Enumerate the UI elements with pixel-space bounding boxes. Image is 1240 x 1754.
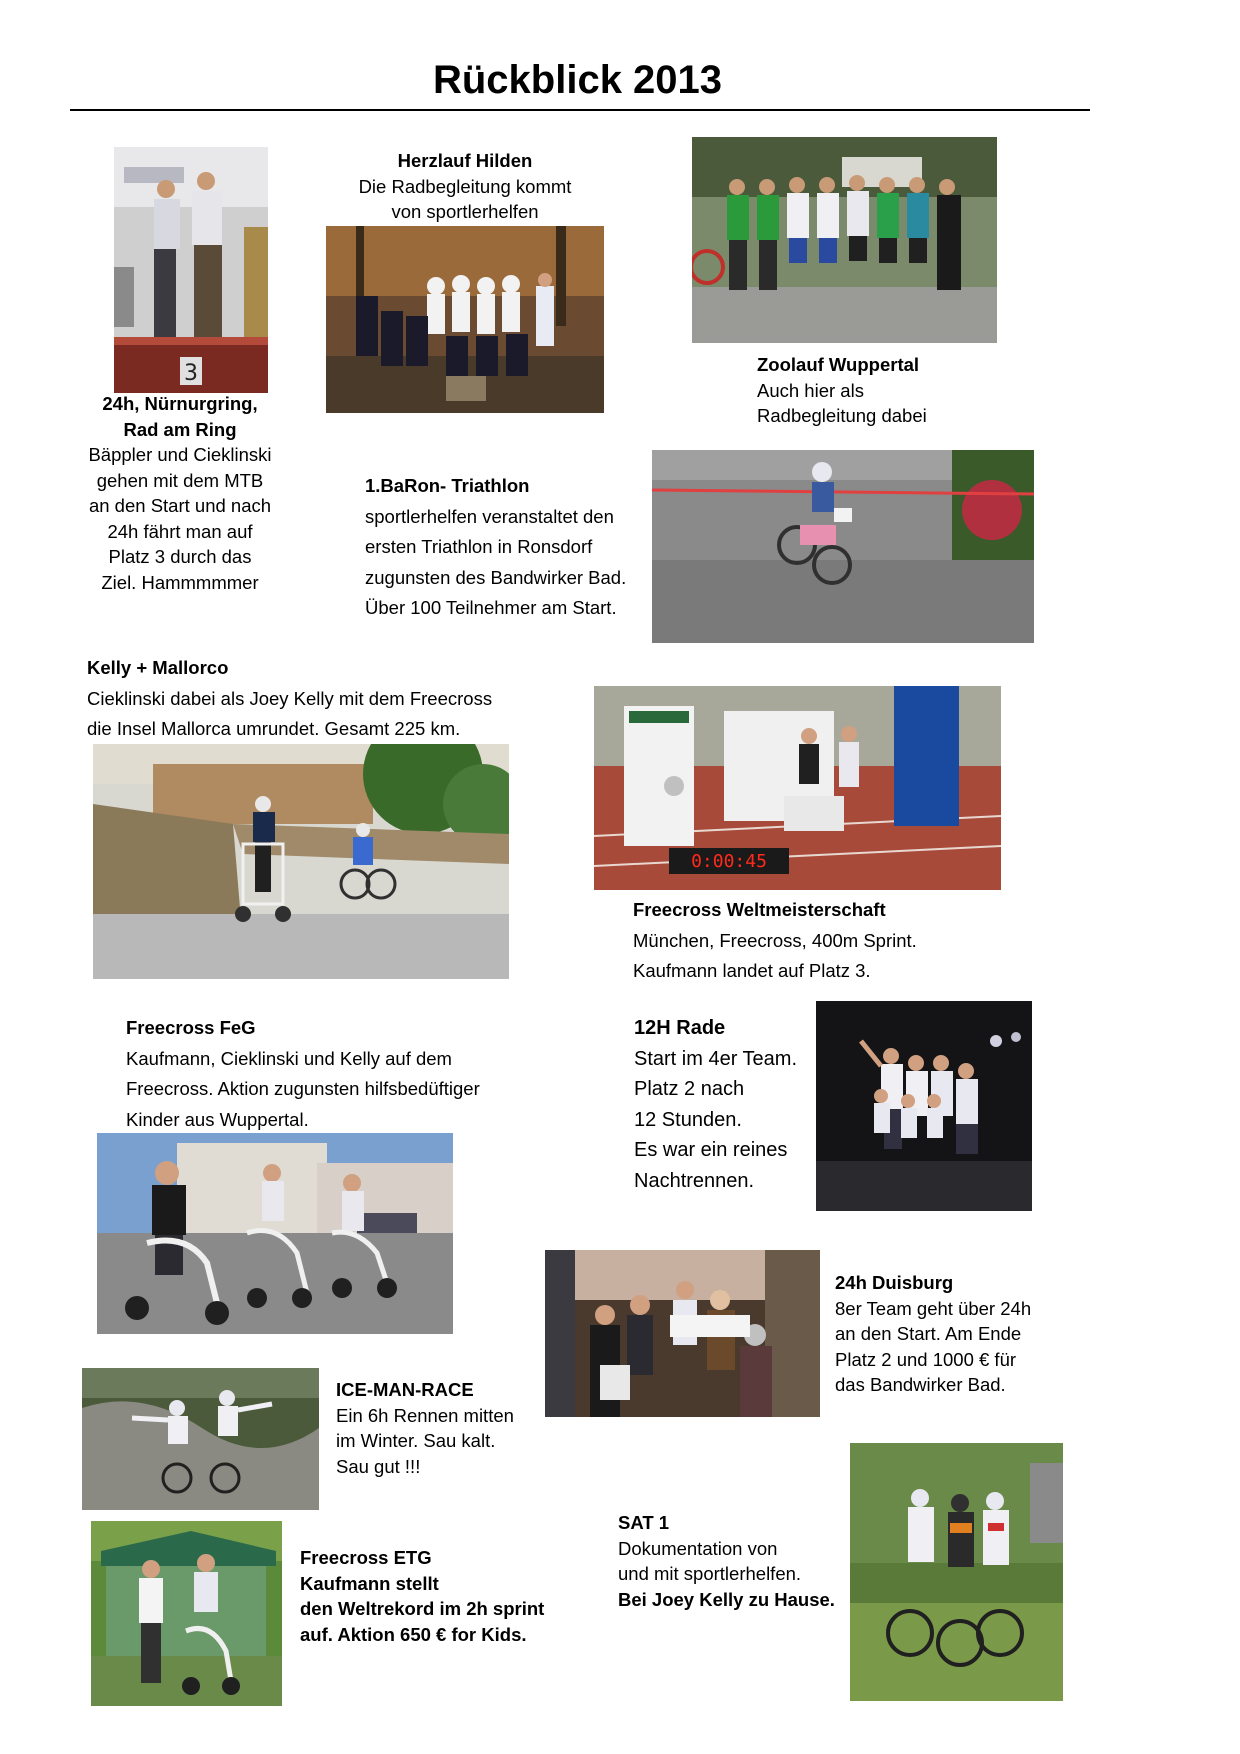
rade-body-line: 12 Stunden. (634, 1108, 742, 1131)
iceman-text (336, 1377, 514, 1479)
nurburgring-body-line: an den Start und nach (88, 495, 272, 516)
child-bike-photo (652, 450, 1034, 643)
tent-freecross-photo (91, 1521, 282, 1706)
nurburgring-body-line: 24h fährt man auf (107, 520, 253, 542)
herzlauf-text (335, 148, 595, 225)
mtb-trio-photo (850, 1443, 1063, 1701)
herzlauf-body-line: Die Radbegleitung kommt (358, 175, 572, 197)
etg-title: Freecross ETG (300, 1547, 432, 1568)
rade-body-line: Start im 4er Team. (634, 1047, 798, 1070)
feg-text (126, 1013, 480, 1135)
iceman-body-line: Ein 6h Rennen mitten (336, 1404, 514, 1426)
kelly-body-line: Cieklinski dabei als Joey Kelly mit dem Freecross (87, 687, 493, 709)
nurburgring-body-line: gehen mit dem MTB (96, 469, 264, 491)
sat1-body-line: Dokumentation von (618, 1537, 778, 1559)
sat1-bold-line: Bei Joey Kelly zu Hause. (618, 1588, 835, 1610)
etg-body-line: den Weltrekord im 2h sprint (300, 1598, 545, 1619)
night-stage-photo (816, 1001, 1032, 1211)
track-timer-photo (594, 686, 1001, 890)
timer-readout: 0:00:45 (691, 851, 767, 872)
herzlauf-body-line: von sportlerhelfen (391, 201, 539, 222)
feg-body-line: Freecross. Aktion zugunsten hilfsbedüftiger (126, 1078, 480, 1099)
rade-body-line: Platz 2 nach (634, 1078, 745, 1100)
weltmeister-body-line: München, Freecross, 400m Sprint. (633, 929, 917, 951)
nurburgring-body-line: Bäppler und Cieklinski (88, 444, 272, 465)
etg-body-line: auf. Aktion 650 € for Kids. (300, 1623, 527, 1645)
nurburgring-title-line: Rad am Ring (123, 418, 237, 440)
group-costume-photo (326, 226, 604, 413)
iceman-body-line: im Winter. Sau kalt. (336, 1430, 496, 1451)
weltmeister-title: Freecross Weltmeisterschaft (633, 899, 886, 920)
rade-body-line: Es war ein reines (634, 1139, 788, 1161)
duisburg-body-line: an den Start. Am Ende (835, 1323, 1022, 1344)
feg-title: Freecross FeG (126, 1017, 256, 1038)
duisburg-title: 24h Duisburg (835, 1272, 954, 1293)
kelly-text (87, 653, 492, 745)
team-photo (692, 137, 997, 343)
sat1-text (618, 1510, 835, 1612)
herzlauf-title: Herzlauf Hilden (397, 150, 533, 171)
iceman-body-line: Sau gut !!! (336, 1455, 421, 1477)
nurburgring-title-line: 24h, Nürnurgring, (102, 393, 258, 414)
freecross-street-photo (97, 1133, 453, 1334)
weltmeister-body-line: Kaufmann landet auf Platz 3. (633, 960, 871, 981)
rade-text (634, 1013, 797, 1196)
zoolauf-title: Zoolauf Wuppertal (757, 354, 920, 375)
feg-body-line: Kinder aus Wuppertal. (126, 1108, 309, 1130)
svg-text:3: 3 (184, 361, 198, 386)
page-title: Rückblick 2013 (432, 58, 723, 102)
winter-riders-photo (82, 1368, 319, 1510)
weltmeister-text (633, 895, 917, 987)
etg-body-line: Kaufmann stellt (300, 1572, 439, 1594)
rade-body-line: Nachtrennen. (634, 1169, 755, 1192)
zoolauf-text (757, 352, 927, 429)
baron-body-line: zugunsten des Bandwirker Bad. (365, 566, 627, 588)
nurburgring-body-line: Platz 3 durch das (108, 546, 252, 567)
title-rule (70, 109, 1090, 111)
baron-body-line: sportlerhelfen veranstaltet den (365, 505, 614, 527)
baron-body-line: ersten Triathlon in Ronsdorf (365, 536, 593, 557)
baron-text (365, 471, 626, 624)
cheque-photo (545, 1250, 820, 1417)
podium-photo (114, 147, 268, 393)
kelly-body-line: die Insel Mallorca umrundet. Gesamt 225 km. (87, 718, 461, 739)
iceman-title: ICE-MAN-RACE (336, 1379, 474, 1400)
nurburgring-title (70, 391, 290, 442)
zoolauf-body-line: Radbegleitung dabei (757, 405, 927, 426)
duisburg-body-line: das Bandwirker Bad. (835, 1374, 1006, 1395)
baron-title: 1.BaRon- Triathlon (365, 475, 530, 496)
duisburg-body-line: 8er Team geht über 24h (835, 1297, 1032, 1319)
nurburgring-body (70, 442, 290, 595)
baron-body-line: Über 100 Teilnehmer am Start. (365, 597, 617, 618)
kelly-title: Kelly + Mallorco (87, 657, 229, 678)
sat1-body-line: und mit sportlerhelfen. (618, 1563, 802, 1584)
nurburgring-body-line: Ziel. Hammmmmer (101, 571, 259, 593)
zoolauf-body-line: Auch hier als (757, 379, 864, 401)
feg-body-line: Kaufmann, Cieklinski und Kelly auf dem (126, 1047, 452, 1069)
duisburg-text (835, 1270, 1031, 1398)
duisburg-body-line: Platz 2 und 1000 € für (835, 1348, 1017, 1370)
mallorca-road-photo (93, 744, 509, 979)
etg-text (300, 1545, 544, 1647)
sat1-title: SAT 1 (618, 1512, 670, 1533)
rade-title: 12H Rade (634, 1017, 726, 1039)
